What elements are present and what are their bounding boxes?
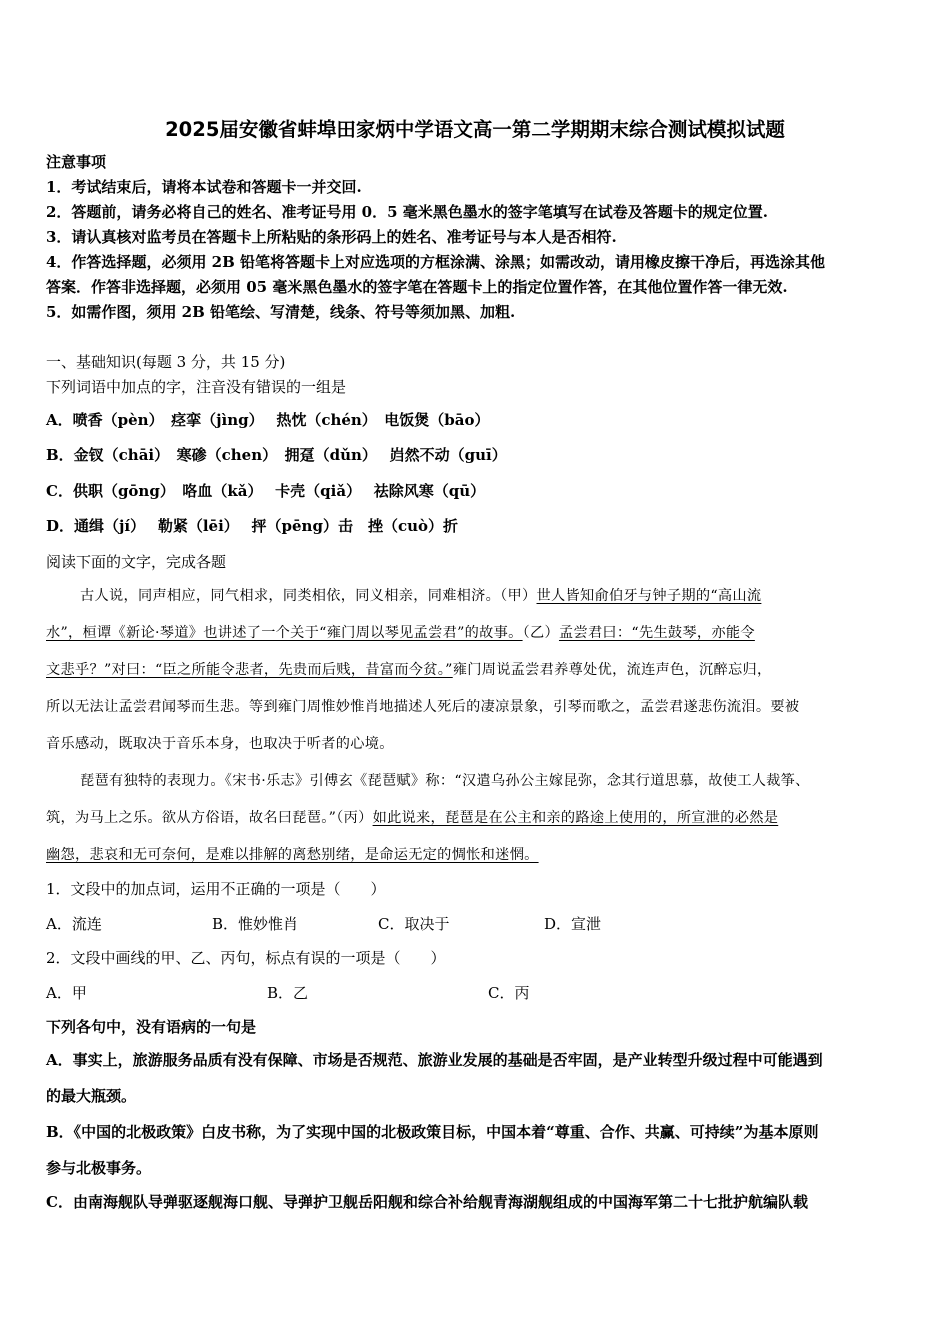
notice-item-3: 3．请认真核对监考员在答题卡上所粘贴的条形码上的姓名、准考证号与本人是否相符. [46,228,617,246]
notice-item-4-cont: 答案．作答非选择题，必须用 05 毫米黑色墨水的签字笔在答题卡上的指定位置作答，在其他位置作答一律无效. [46,278,788,296]
sub2-option-c: C．丙 [488,984,530,1002]
notice-item-1: 1．考试结束后，请将本试卷和答题卡一并交回. [46,178,362,196]
passage-seg-underlined: 世人皆知俞伯牙与钟子期的“高山流 [536,588,762,604]
sub2-option-a: A．甲 [46,984,87,1002]
passage-line-8: 幽怨，悲哀和无可奈何，是难以排解的离愁别绪，是命运无定的惆怅和迷惘。 [46,847,539,863]
notice-heading: 注意事项 [46,153,107,171]
passage-line-5: 音乐感动，既取决于音乐本身，也取决于听者的心境。 [46,736,394,752]
option-d: D．通缉（jí） 勒紧（lēi） 抨（pēng）击 挫（cuò）折 [46,517,458,535]
sub1-option-c: C．取决于 [378,915,450,933]
passage-seg: （乙） [522,625,559,641]
passage-line-7 [46,808,910,828]
passage-seg-underlined: 水”，桓谭《新论·琴道》也讲述了一个关于“雍门周以琴见孟尝君”的故事。 [46,625,523,641]
sub1-option-b: B．惟妙惟肖 [212,915,299,933]
sub1-option-d: D．宣泄 [544,915,602,933]
passage-seg-underlined: 孟尝君曰：“先生鼓琴，亦能令 [558,625,755,641]
passage-line-2 [46,623,910,643]
q3-line-5: C．由南海舰队导弹驱逐舰海口舰、导弹护卫舰岳阳舰和综合补给舰青海湖舰组成的中国海军第二十七批护航编队载 [46,1193,808,1211]
passage-seg: 筑，为马上之乐。欲从方俗语，故名曰琵琶。”（丙） [46,810,373,826]
option-c: C．供职（gōng） 咯血（kǎ） 卡壳（qiǎ） 祛除风寒（qū） [46,482,486,500]
passage-seg: 古人说，同声相应，同气相求，同类相依，同义相亲，同难相济。（甲） [80,588,537,604]
reading-intro: 阅读下面的文字，完成各题 [46,553,227,571]
sub1-option-a: A．流连 [46,915,102,933]
page-title: 2025届安徽省蚌埠田家炳中学语文高一第二学期期末综合测试模拟试题 [165,118,785,141]
q3-line-2: 的最大瓶颈。 [46,1087,137,1105]
passage-line-4: 所以无法让孟尝君闻琴而生悲。等到雍门周惟妙惟肖地描述人死后的凄凉景象，引琴而歌之，孟尝君遂悲伤流泪。要被 [46,699,800,715]
option-b: B．金钗（chāi） 寒碜（chen） 拥趸（dǔn） 岿然不动（guī） [46,446,507,464]
passage-line-3 [46,660,910,680]
q3-line-4: 参与北极事务。 [46,1159,152,1177]
notice-item-4: 4．作答选择题，必须用 2B 铅笔将答题卡上对应选项的方框涂满、涂黑；如需改动，请用橡皮擦干净后，再选涂其他 [46,253,826,271]
question-3-stem: 下列各句中，没有语病的一句是 [46,1018,257,1036]
question-stem: 下列词语中加点的字，注音没有错误的一组是 [46,378,347,396]
notice-item-2: 2．答题前，请务必将自己的姓名、准考证号用 0．5 毫米黑色墨水的签字笔填写在试卷及答题卡的规定位置. [46,203,768,221]
sub2-option-b: B．乙 [267,984,309,1002]
passage-line-1 [80,586,910,606]
sub-question-1: 1．文段中的加点词，运用不正确的一项是（ ） [46,880,386,898]
section-heading: 一、基础知识(每题 3 分，共 15 分) [46,353,286,371]
passage-seg: 雍门周说孟尝君养尊处优，流连声色，沉醉忘归， [452,662,772,678]
passage-seg-underlined: 如此说来，琵琶是在公主和亲的路途上使用的，所宣泄的必然是 [372,810,779,826]
passage-seg-underlined: 文悲乎？”对曰：“臣之所能令悲者，先贵而后贱，昔富而今贫。” [46,662,453,678]
passage-line-6: 琵琶有独特的表现力。《宋书·乐志》引傅玄《琵琶赋》称：“汉遣乌孙公主嫁昆弥，念其行道思慕，故使工人裁筝、 [80,773,810,789]
option-a: A．喷香（pèn） 痉挛（jìng） 热忱（chén） 电饭煲（bāo） [46,411,490,429]
q3-line-3: B．《中国的北极政策》白皮书称，为了实现中国的北极政策目标，中国本着“尊重、合作、共赢、可持续”为基本原则 [46,1123,819,1141]
notice-item-5: 5．如需作图，须用 2B 铅笔绘、写清楚，线条、符号等须加黑、加粗. [46,303,516,321]
q3-line-1: A．事实上，旅游服务品质有没有保障、市场是否规范、旅游业发展的基础是否牢固，是产业转型升级过程中可能遇到 [46,1051,823,1069]
sub-question-2: 2．文段中画线的甲、乙、丙句，标点有误的一项是（ ） [46,949,446,967]
